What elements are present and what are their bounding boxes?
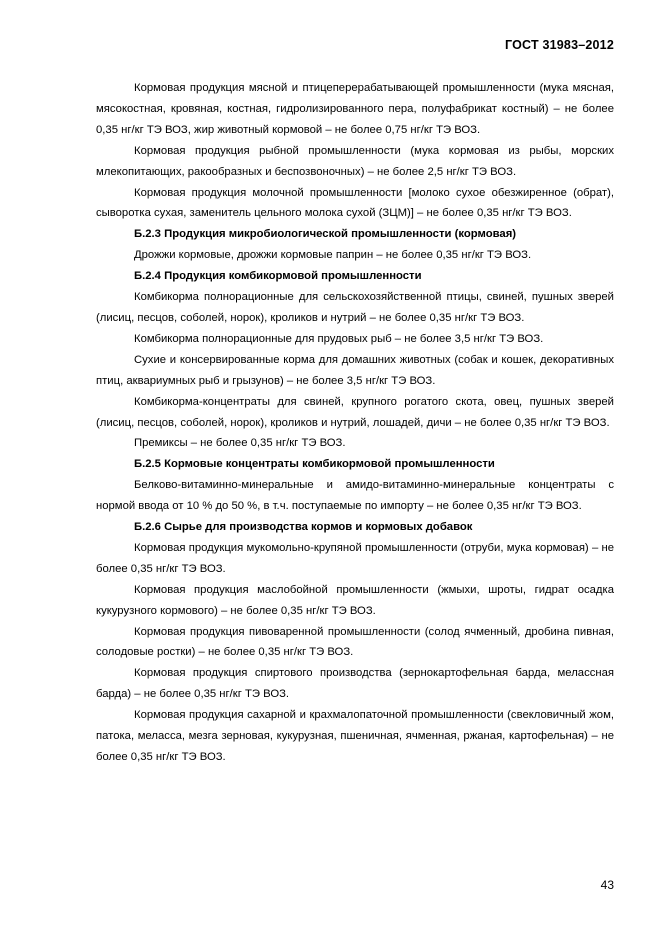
paragraph: Комбикорма полнорационные для сельскохозяйственной птицы, свиней, пушных зверей (лисиц, песцов, соболей, норок), кроликов и нутрий – не более 0,35 нг/кг ТЭ ВОЗ. — [96, 291, 614, 324]
paragraph: Белково-витаминно-минеральные и амидо-витаминно-минеральные концентраты с нормой ввода от 10 % до 50 %, в т.ч. поступаемые по импорту – не более 0,35 нг/кг ТЭ ВОЗ. — [96, 479, 614, 513]
section-heading: Б.2.4 Продукция комбикормовой промышленности — [134, 270, 422, 283]
paragraph: Кормовая продукция сахарной и крахмалопаточной промышленности (свекловичный жом, патока, меласса, мезга зерновая, кукурузная, пшеничная, ячменная, ржаная, картофельная) – не более 0,35 нг/кг ТЭ ВОЗ. — [96, 709, 614, 763]
paragraph: Комбикорма полнорационные для прудовых рыб – не более 3,5 нг/кг ТЭ ВОЗ. — [134, 332, 544, 345]
paragraph: Кормовая продукция молочной промышленности [молоко сухое обезжиренное (обрат), сыворотка сухая, заменитель цельного молока сухой (ЗЦМ)] – не более 0,35 нг/кг ТЭ ВОЗ. — [96, 186, 614, 220]
paragraph: Сухие и консервированные корма для домашних животных (собак и кошек, декоративных птиц, аквариумных рыб и грызунов) – не более 3,5 нг/кг ТЭ ВОЗ. — [96, 353, 614, 387]
paragraph: Кормовая продукция мукомольно-крупяной промышленности (отруби, мука кормовая) – не более 0,35 нг/кг ТЭ ВОЗ. — [96, 541, 614, 575]
paragraph: Кормовая продукция рыбной промышленности (мука кормовая из рыбы, морских млекопитающих, ракообразных и беспозвоночных) – не более 2,5 нг/кг ТЭ ВОЗ. — [96, 144, 614, 178]
paragraph: Кормовая продукция маслобойной промышленности (жмыхи, шроты, гидрат осадка кукурузного кормового) – не более 0,35 нг/кг ТЭ ВОЗ. — [96, 583, 614, 617]
section-heading: Б.2.5 Кормовые концентраты комбикормовой промышленности — [134, 458, 495, 471]
section-heading: Б.2.3 Продукция микробиологической промышленности (кормовая) — [134, 228, 517, 241]
paragraph: Кормовая продукция спиртового производства (зернокартофельная барда, мелассная барда) – не более 0,35 нг/кг ТЭ ВОЗ. — [96, 667, 614, 701]
paragraph: Премиксы – не более 0,35 нг/кг ТЭ ВОЗ. — [134, 437, 346, 450]
page-number: 43 — [600, 878, 614, 892]
paragraph: Кормовая продукция мясной и птицеперерабатывающей промышленности (мука мясная, мясокостная, кровяная, костная, гидролизированного пера, полуфабрикат костный) – не более 0,35 нг/кг ТЭ ВОЗ, жир животный кормовой – не более 0,75 нг/кг ТЭ ВОЗ. — [96, 82, 614, 136]
paragraph: Комбикорма-концентраты для свиней, крупного рогатого скота, овец, пушных зверей (лисиц, песцов, соболей, норок), кроликов и нутрий, лошадей, дичи – не более 0,35 нг/кг ТЭ ВОЗ. — [96, 395, 614, 429]
section-heading: Б.2.6 Сырье для производства кормов и кормовых добавок — [134, 521, 473, 534]
paragraph: Кормовая продукция пивоваренной промышленности (солод ячменный, дробина пивная, солодовые ростки) – не более 0,35 нг/кг ТЭ ВОЗ. — [96, 625, 614, 659]
document-code-header: ГОСТ 31983–2012 — [505, 38, 614, 52]
paragraph: Дрожжи кормовые, дрожжи кормовые паприн – не более 0,35 нг/кг ТЭ ВОЗ. — [134, 249, 532, 262]
document-body — [96, 78, 614, 768]
